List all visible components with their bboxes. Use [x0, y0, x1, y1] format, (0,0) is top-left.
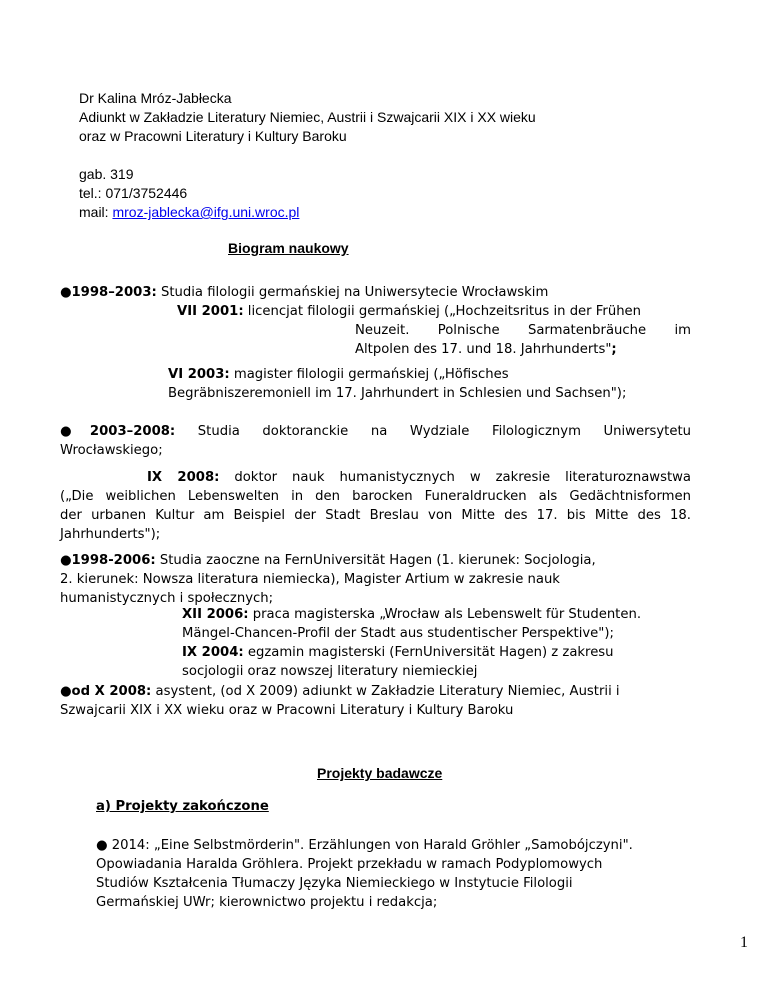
entry-date: ●1998–2003:	[60, 285, 157, 300]
entry-text: praca magisterska „Wrocław als Lebenswelt für Studenten.	[248, 607, 642, 622]
entry-1998-2006	[60, 551, 596, 570]
entry-text-cont: („Die weiblichen Lebenswelten in den barocken Funeraldrucken als Gedächtnisformen	[60, 489, 691, 504]
entry-text: doktor nauk humanistycznych w zakresie literaturoznawstwa	[219, 470, 691, 485]
room-number: gab. 319	[79, 166, 134, 182]
entry-2003-2008	[60, 422, 691, 441]
entry-date: VII 2001:	[177, 304, 244, 319]
entry-date: IX 2004:	[182, 645, 244, 660]
entry-text-cont: Neuzeit. Polnische Sarmatenbräuche im	[355, 323, 691, 338]
entry-vii-2001	[177, 302, 641, 321]
entry-od-x-2008	[60, 682, 620, 701]
entry-ix-2004	[182, 643, 614, 662]
author-position-2: oraz w Pracowni Literatury i Kultury Baroku	[79, 128, 347, 144]
biogram-heading: Biogram naukowy	[228, 240, 349, 256]
entry-date: ●od X 2008:	[60, 684, 152, 699]
entry-text: Studia zaoczne na FernUniversität Hagen (1. kierunek: Socjologia,	[155, 553, 596, 568]
page-number: 1	[740, 934, 748, 951]
entry-date: ●1998-2006:	[60, 553, 156, 568]
entry-ix-2008	[147, 468, 691, 487]
mail-label: mail:	[79, 204, 113, 220]
mail-link[interactable]: mroz-jablecka@ifg.uni.wroc.pl	[112, 204, 300, 220]
phone-number: tel.: 071/3752446	[79, 185, 188, 201]
projects-heading: Projekty badawcze	[317, 765, 443, 781]
entry-text-cont: Mängel-Chancen-Profil der Stadt aus studentischer Perspektive");	[182, 626, 614, 641]
entry-text-cont: humanistycznych i społecznych;	[60, 591, 274, 606]
entry-text: egzamin magisterski (FernUniversität Hagen) z zakresu	[243, 645, 614, 660]
author-name: Dr Kalina Mróz-Jabłecka	[79, 90, 232, 106]
entry-text-cont: Szwajcarii XIX i XX wieku oraz w Pracowni Literatury i Kultury Baroku	[60, 703, 514, 718]
entry-text-cont: socjologii oraz nowszej literatury niemieckiej	[182, 664, 478, 679]
entry-date: VI 2003:	[168, 367, 230, 382]
entry-text-cont	[355, 340, 617, 359]
mail-line	[79, 203, 299, 222]
project-item-cont: Germańskiej UWr; kierownictwo projektu i redakcja;	[96, 895, 438, 910]
entry-date: XII 2006:	[182, 607, 249, 622]
projects-completed-subheading	[96, 797, 269, 816]
entry-vi-2003	[168, 365, 509, 384]
entry-text: Altpolen des 17. und 18. Jahrhunderts"	[355, 342, 612, 357]
project-item-cont: Opowiadania Haralda Gröhlera. Projekt przekładu w ramach Podyplomowych	[96, 857, 603, 872]
entry-text: magister filologii germańskiej („Höfisches	[229, 367, 509, 382]
entry-date: ●2003–2008:	[60, 424, 176, 439]
entry-text: asystent, (od X 2009) adiunkt w Zakładzie Literatury Niemiec, Austrii i	[151, 684, 620, 699]
entry-text: Studia doktoranckie na Wydziale Filologicznym Uniwersytetu	[175, 424, 691, 439]
entry-text: licencjat filologii germańskiej („Hochzeitsritus in der Frühen	[243, 304, 642, 319]
author-position: Adiunkt w Zakładzie Literatury Niemiec, Austrii i Szwajcarii XIX i XX wieku	[79, 109, 536, 125]
entry-date: IX 2008:	[147, 470, 220, 485]
project-item: ● 2014: „Eine Selbstmörderin". Erzählungen von Harald Gröhler „Samobójczyni".	[96, 838, 633, 853]
entry-1998-2003	[60, 283, 548, 302]
entry-xii-2006	[182, 605, 641, 624]
entry-text: Studia filologii germańskiej na Uniwersytecie Wrocławskim	[156, 285, 549, 300]
entry-text-cont: Wrocławskiego;	[60, 443, 163, 458]
subheading-text: a) Projekty zakończone	[96, 799, 269, 814]
entry-text-cont: Jahrhunderts");	[60, 527, 161, 542]
project-item-cont: Studiów Kształcenia Tłumaczy Języka Niemieckiego w Instytucie Filologii	[96, 876, 573, 891]
entry-end: ;	[611, 342, 617, 357]
entry-text-cont: 2. kierunek: Nowsza literatura niemiecka), Magister Artium w zakresie nauk	[60, 572, 560, 587]
entry-text-cont: Begräbniszeremoniell im 17. Jahrhundert in Schlesien und Sachsen");	[168, 386, 627, 401]
entry-text-cont: der urbanen Kultur am Beispiel der Stadt Breslau von Mitte des 17. bis Mitte des 18.	[60, 508, 691, 523]
